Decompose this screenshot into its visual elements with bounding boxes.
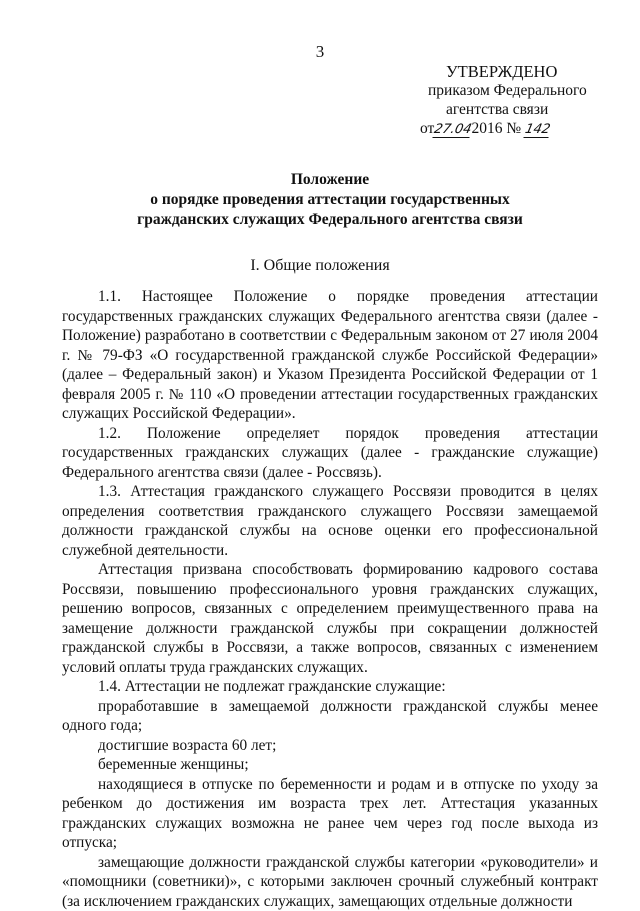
- handwritten-order-number: 142: [523, 123, 551, 138]
- approval-year-number: 2016 №: [472, 120, 522, 137]
- handwritten-date: 27.04: [433, 123, 473, 138]
- approval-title: УТВЕРЖДЕНО: [420, 62, 620, 81]
- approval-order-line: приказом Федерального: [420, 81, 620, 100]
- list-item: достигшие возраста 60 лет;: [62, 736, 598, 756]
- page-number: 3: [0, 42, 640, 62]
- approval-agency-line: агентства связи: [420, 100, 620, 119]
- list-item: замещающие должности гражданской службы категории «руководители» и «помощники (советники)», с которыми заключен срочный служебный контракт (за исключением гражданских служащих, замещающих отдельные должности: [62, 853, 598, 911]
- list-item: проработавшие в замещаемой должности гражданской службы менее одного года;: [62, 697, 598, 736]
- list-item: находящиеся в отпуске по беременности и родам и в отпуске по уходу за ребенком до достижения им возраста трех лет. Аттестация указанных гражданских служащих возможна не ранее чем через год после выхода из отпуска;: [62, 775, 598, 853]
- paragraph-1-1: 1.1. Настоящее Положение о порядке проведения аттестации государственных гражданских служащих Федерального агентства связи (далее - Положение) разработано в соответствии с Федеральным законом от 27 июля 2004 г. № 79-ФЗ «О государственной гражданской службе Российской Федерации» (далее – Федеральный закон) и Указом Президента Российской Федерации от 1 февраля 2005 г. № 110 «О проведении аттестации государственных гражданских служащих Российской Федерации».: [62, 287, 598, 424]
- title-line-1: Положение: [40, 170, 620, 190]
- paragraph-1-3: 1.3. Аттестация гражданского служащего Россвязи проводится в целях определения соответствия гражданского служащего Россвязи замещаемой должности гражданской службы на основе оценки его профессиональной служебной деятельности.: [62, 482, 598, 560]
- document-body: [62, 287, 598, 911]
- paragraph-1-4: 1.4. Аттестации не подлежат гражданские служащие:: [62, 677, 598, 697]
- paragraph-1-2: 1.2. Положение определяет порядок проведения аттестации государственных гражданских служащих (далее - гражданские служащие) Федерального агентства связи (далее - Россвязь).: [62, 424, 598, 483]
- approval-date-prefix: от: [420, 120, 434, 137]
- title-line-2: о порядке проведения аттестации государственных: [40, 190, 620, 210]
- title-line-3: гражданских служащих Федерального агентства связи: [40, 210, 620, 230]
- document-title: [40, 170, 620, 230]
- section-heading: I. Общие положения: [0, 257, 640, 275]
- list-item: беременные женщины;: [62, 755, 598, 775]
- paragraph-attestation-purpose: Аттестация призвана способствовать формированию кадрового состава Россвязи, повышению профессионального уровня гражданских служащих, решению вопросов, связанных с определением преимущественного права на замещение должности гражданской службы при сокращении должностей гражданской службы в Россвязи, а также вопросов, связанных с изменением условий оплаты труда гражданских служащих.: [62, 560, 598, 677]
- approval-date-line: [420, 119, 620, 138]
- approval-stamp: [420, 62, 620, 138]
